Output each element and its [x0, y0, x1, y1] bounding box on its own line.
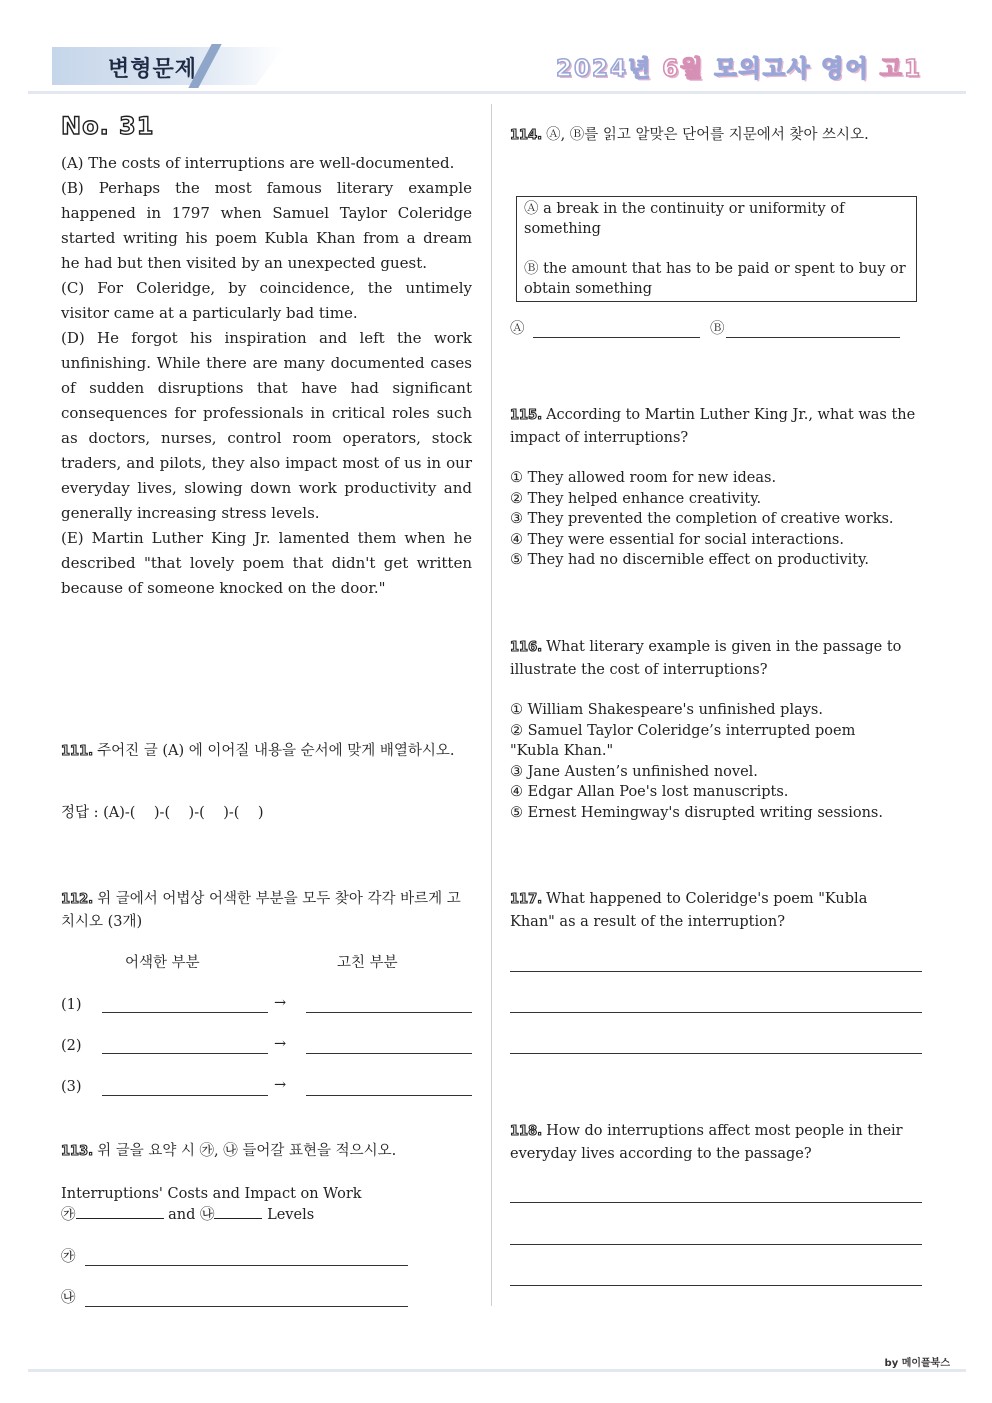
header-rule: [28, 91, 966, 94]
publisher-credit: by 메이플북스: [884, 1358, 950, 1369]
header-category: 변형문제: [108, 57, 198, 82]
answer-label-a: ㉮: [61, 1249, 76, 1265]
option-4[interactable]: ④ They were essential for social interactions.: [510, 531, 844, 548]
question-number: 115.: [510, 408, 543, 423]
wrong-part-field[interactable]: [102, 1052, 268, 1054]
passage: [61, 151, 472, 601]
column-divider: [491, 104, 492, 1306]
option-4[interactable]: ④ Edgar Allan Poe's lost manuscripts.: [510, 784, 789, 800]
option-1[interactable]: ① They allowed room for new ideas.: [510, 470, 777, 486]
question-text: What happened to Coleridge's poem "Kubla Khan" as a result of the interruption?: [510, 891, 868, 930]
question-number: 111.: [61, 744, 94, 759]
question-text: What literary example is given in the passage to illustrate the cost of interruptions?: [510, 639, 902, 678]
definition-a: Ⓐ a break in the continuity or uniformity of something: [524, 201, 845, 237]
answer-label-a: Ⓐ: [510, 321, 525, 337]
answer-line[interactable]: [510, 1011, 922, 1013]
row-label: (2): [61, 1038, 82, 1054]
question-117: [510, 888, 890, 934]
question-text: 위 글에서 어법상 어색한 부분을 모두 찾아 각각 바르게 고치시오 (3개): [61, 891, 461, 930]
answer-line[interactable]: [510, 970, 922, 972]
option-3[interactable]: ③ Jane Austen’s unfinished novel.: [510, 763, 758, 780]
summary-blank-b[interactable]: [214, 1218, 262, 1219]
row-label: (1): [61, 997, 82, 1013]
column-header-fixed: 고친 부분: [337, 955, 398, 971]
row-label: (3): [61, 1079, 82, 1095]
answer-field-a[interactable]: [533, 336, 700, 338]
summary-line: ㉮ and ㉯ Levels: [61, 1207, 315, 1223]
answer-line[interactable]: [510, 1052, 922, 1054]
summary-blank-a[interactable]: [76, 1218, 164, 1219]
footer-rule: [28, 1369, 966, 1372]
answer-label-b: ㉯: [61, 1290, 76, 1306]
question-112: [61, 888, 461, 934]
arrow-icon: →: [274, 1036, 287, 1052]
question-number: 117.: [510, 892, 543, 907]
answer-label-b: Ⓑ: [710, 321, 725, 337]
passage-paragraph-b: (B) Perhaps the most famous literary example happened in 1797 when Samuel Taylor Coleridge started writing his poem Kubla Khan from a dream he had but then visited by an unexpected guest.: [61, 179, 472, 272]
question-text: 위 글을 요약 시 ㉮, ㉯ 들어갈 표현을 적으시오.: [97, 1143, 397, 1159]
options-116: [510, 700, 890, 823]
question-116: [510, 636, 915, 682]
question-118: [510, 1120, 922, 1166]
question-111: [61, 740, 472, 763]
answer-line[interactable]: [510, 1243, 922, 1245]
question-113: [61, 1140, 472, 1163]
definition-b: Ⓑ the amount that has to be paid or spent to buy or obtain something: [524, 261, 906, 297]
option-2[interactable]: ② They helped enhance creativity.: [510, 490, 762, 507]
question-text: According to Martin Luther King Jr., what was the impact of interruptions?: [510, 407, 916, 446]
passage-paragraph-d: (D) He forgot his inspiration and left the work unfinishing. While there are many documented cases of sudden disruptions that have had significant consequences for professionals in critical roles such as doctors, nurses, control room operators, stock traders, and pilots, they also impact most of us in our everyday lives, slowing down work productivity and generally increasing stress levels.: [61, 329, 472, 522]
options-115: [510, 468, 930, 571]
question-text: How do interruptions affect most people in their everyday lives according to the passage?: [510, 1123, 903, 1162]
question-114: [510, 124, 900, 147]
question-115: [510, 404, 920, 450]
arrow-icon: →: [274, 1077, 287, 1093]
question-number: 114.: [510, 128, 543, 143]
answer-field-a[interactable]: [85, 1264, 408, 1266]
wrong-part-field[interactable]: [102, 1094, 268, 1096]
passage-paragraph-c: (C) For Coleridge, by coincidence, the untimely visitor came at a particularly bad time.: [61, 279, 472, 322]
option-3[interactable]: ③ They prevented the completion of creative works.: [510, 511, 894, 527]
fixed-part-field[interactable]: [306, 1052, 472, 1054]
question-number: 112.: [61, 892, 94, 907]
definition-box: [516, 196, 917, 302]
passage-paragraph-a: (A) The costs of interruptions are well-documented.: [61, 154, 455, 172]
fixed-part-field[interactable]: [306, 1094, 472, 1096]
fixed-part-field[interactable]: [306, 1011, 472, 1013]
option-5[interactable]: ⑤ They had no discernible effect on productivity.: [510, 552, 870, 568]
problem-number: No. 31: [61, 112, 155, 140]
question-number: 116.: [510, 640, 543, 655]
summary-title: Interruptions' Costs and Impact on Work: [61, 1186, 362, 1202]
header-exam-title: 2024년 6월 모의고사 영어 고1: [555, 56, 922, 82]
answer-line[interactable]: [510, 1201, 922, 1203]
wrong-part-field[interactable]: [102, 1011, 268, 1013]
option-1[interactable]: ① William Shakespeare's unfinished plays.: [510, 702, 823, 718]
column-header-wrong: 어색한 부분: [125, 955, 200, 971]
question-text: Ⓐ, Ⓑ를 읽고 알맞은 단어를 지문에서 찾아 쓰시오.: [546, 127, 869, 143]
summary-box: [61, 1184, 362, 1226]
passage-paragraph-e: (E) Martin Luther King Jr. lamented them when he described "that lovely poem that didn't get written because of someone knocked on the door.": [61, 529, 472, 597]
answer-order-field[interactable]: 정답 : (A)-( )-( )-( )-( ): [61, 805, 264, 821]
question-number: 113.: [61, 1144, 94, 1159]
option-5[interactable]: ⑤ Ernest Hemingway's disrupted writing sessions.: [510, 804, 883, 821]
option-2[interactable]: ② Samuel Taylor Coleridge’s interrupted poem "Kubla Khan.": [510, 722, 856, 759]
left-column: [61, 112, 472, 601]
question-text: 주어진 글 (A) 에 이어질 내용을 순서에 맞게 배열하시오.: [97, 743, 455, 759]
answer-field-b[interactable]: [85, 1305, 408, 1307]
answer-line[interactable]: [510, 1284, 922, 1286]
question-number: 118.: [510, 1124, 543, 1139]
answer-field-b[interactable]: [726, 336, 900, 338]
arrow-icon: →: [274, 995, 287, 1011]
